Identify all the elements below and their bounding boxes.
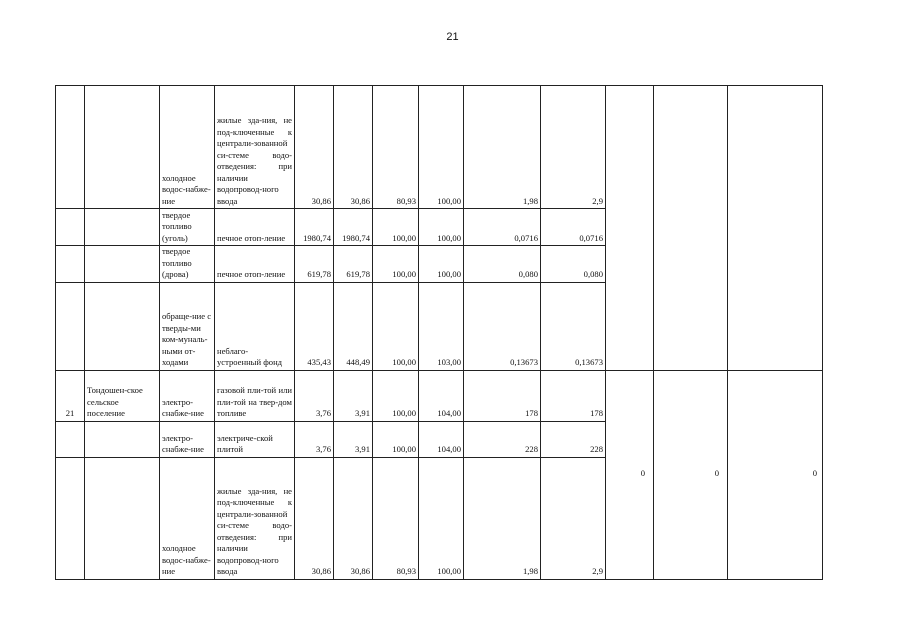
- value-cell: 0,080: [464, 246, 541, 283]
- value-cell: 3,76: [295, 370, 334, 421]
- row-number: 21: [56, 370, 85, 421]
- value-cell: 1980,74: [334, 209, 373, 246]
- value-cell: 30,86: [295, 457, 334, 579]
- value-cell: 228: [464, 421, 541, 457]
- value-cell: 448,49: [334, 282, 373, 370]
- value-cell: 103,00: [419, 282, 464, 370]
- value-cell: 0,0716: [464, 209, 541, 246]
- settlement-name: [85, 209, 160, 246]
- row-number: [56, 86, 85, 209]
- housing-description: печное отоп-ление: [215, 246, 295, 283]
- value-cell: 3,76: [295, 421, 334, 457]
- settlement-name: [85, 246, 160, 283]
- service-type: электро-снабже-ние: [160, 370, 215, 421]
- value-cell: 80,93: [373, 86, 419, 209]
- housing-description: газовой пли-той или пли-той на твер-дом топливе: [215, 370, 295, 421]
- value-cell: 178: [541, 370, 606, 421]
- value-cell: 80,93: [373, 457, 419, 579]
- value-cell: 435,43: [295, 282, 334, 370]
- housing-description: неблаго-устроенный фонд: [215, 282, 295, 370]
- value-cell: 100,00: [419, 246, 464, 283]
- summary-cell-upper: [728, 86, 823, 371]
- service-type: твердое топливо (уголь): [160, 209, 215, 246]
- row-number: [56, 421, 85, 457]
- value-cell: 2,9: [541, 457, 606, 579]
- summary-cell-upper: [606, 86, 654, 371]
- housing-description: жилые зда-ния, не под-ключенные к централи-зованной си-стеме водо-отведения: при наличии водопровод-ного ввода: [215, 457, 295, 579]
- row-number: [56, 282, 85, 370]
- settlement-name: [85, 282, 160, 370]
- value-cell: 30,86: [334, 86, 373, 209]
- service-type: холодное водос-набже-ние: [160, 457, 215, 579]
- value-cell: 100,00: [373, 246, 419, 283]
- summary-value: 0: [654, 370, 728, 579]
- table-row: [56, 86, 823, 209]
- settlement-name: Тондошен-ское сельское поселение: [85, 370, 160, 421]
- value-cell: 619,78: [334, 246, 373, 283]
- value-cell: 100,00: [373, 370, 419, 421]
- value-cell: 3,91: [334, 370, 373, 421]
- value-cell: 30,86: [334, 457, 373, 579]
- service-type: холодное водос-набже-ние: [160, 86, 215, 209]
- value-cell: 100,00: [373, 282, 419, 370]
- row-number: [56, 457, 85, 579]
- settlement-name: [85, 457, 160, 579]
- row-number: [56, 246, 85, 283]
- tariff-table: [55, 85, 823, 580]
- settlement-name: [85, 86, 160, 209]
- housing-description: электриче-ской плитой: [215, 421, 295, 457]
- housing-description: печное отоп-ление: [215, 209, 295, 246]
- value-cell: 30,86: [295, 86, 334, 209]
- value-cell: 100,00: [419, 86, 464, 209]
- service-type: обраще-ние с тверды-ми ком-муналь-ными от-ходами: [160, 282, 215, 370]
- value-cell: 1980,74: [295, 209, 334, 246]
- summary-cell-upper: [654, 86, 728, 371]
- value-cell: 3,91: [334, 421, 373, 457]
- value-cell: 104,00: [419, 421, 464, 457]
- value-cell: 0,080: [541, 246, 606, 283]
- service-type: электро-снабже-ние: [160, 421, 215, 457]
- value-cell: 228: [541, 421, 606, 457]
- value-cell: 0,0716: [541, 209, 606, 246]
- settlement-name: [85, 421, 160, 457]
- row-number: [56, 209, 85, 246]
- summary-value: 0: [606, 370, 654, 579]
- page-number: 21: [446, 31, 459, 43]
- summary-value: 0: [728, 370, 823, 579]
- value-cell: 100,00: [373, 421, 419, 457]
- value-cell: 1,98: [464, 457, 541, 579]
- value-cell: 619,78: [295, 246, 334, 283]
- value-cell: 0,13673: [464, 282, 541, 370]
- value-cell: 104,00: [419, 370, 464, 421]
- value-cell: 100,00: [373, 209, 419, 246]
- housing-description: жилые зда-ния, не под-ключенные к централи-зованной си-стеме водо-отведения: при наличии водопровод-ного ввода: [215, 86, 295, 209]
- value-cell: 0,13673: [541, 282, 606, 370]
- service-type: твердое топливо (дрова): [160, 246, 215, 283]
- value-cell: 100,00: [419, 209, 464, 246]
- value-cell: 2,9: [541, 86, 606, 209]
- value-cell: 100,00: [419, 457, 464, 579]
- value-cell: 1,98: [464, 86, 541, 209]
- table-row: [56, 370, 823, 421]
- value-cell: 178: [464, 370, 541, 421]
